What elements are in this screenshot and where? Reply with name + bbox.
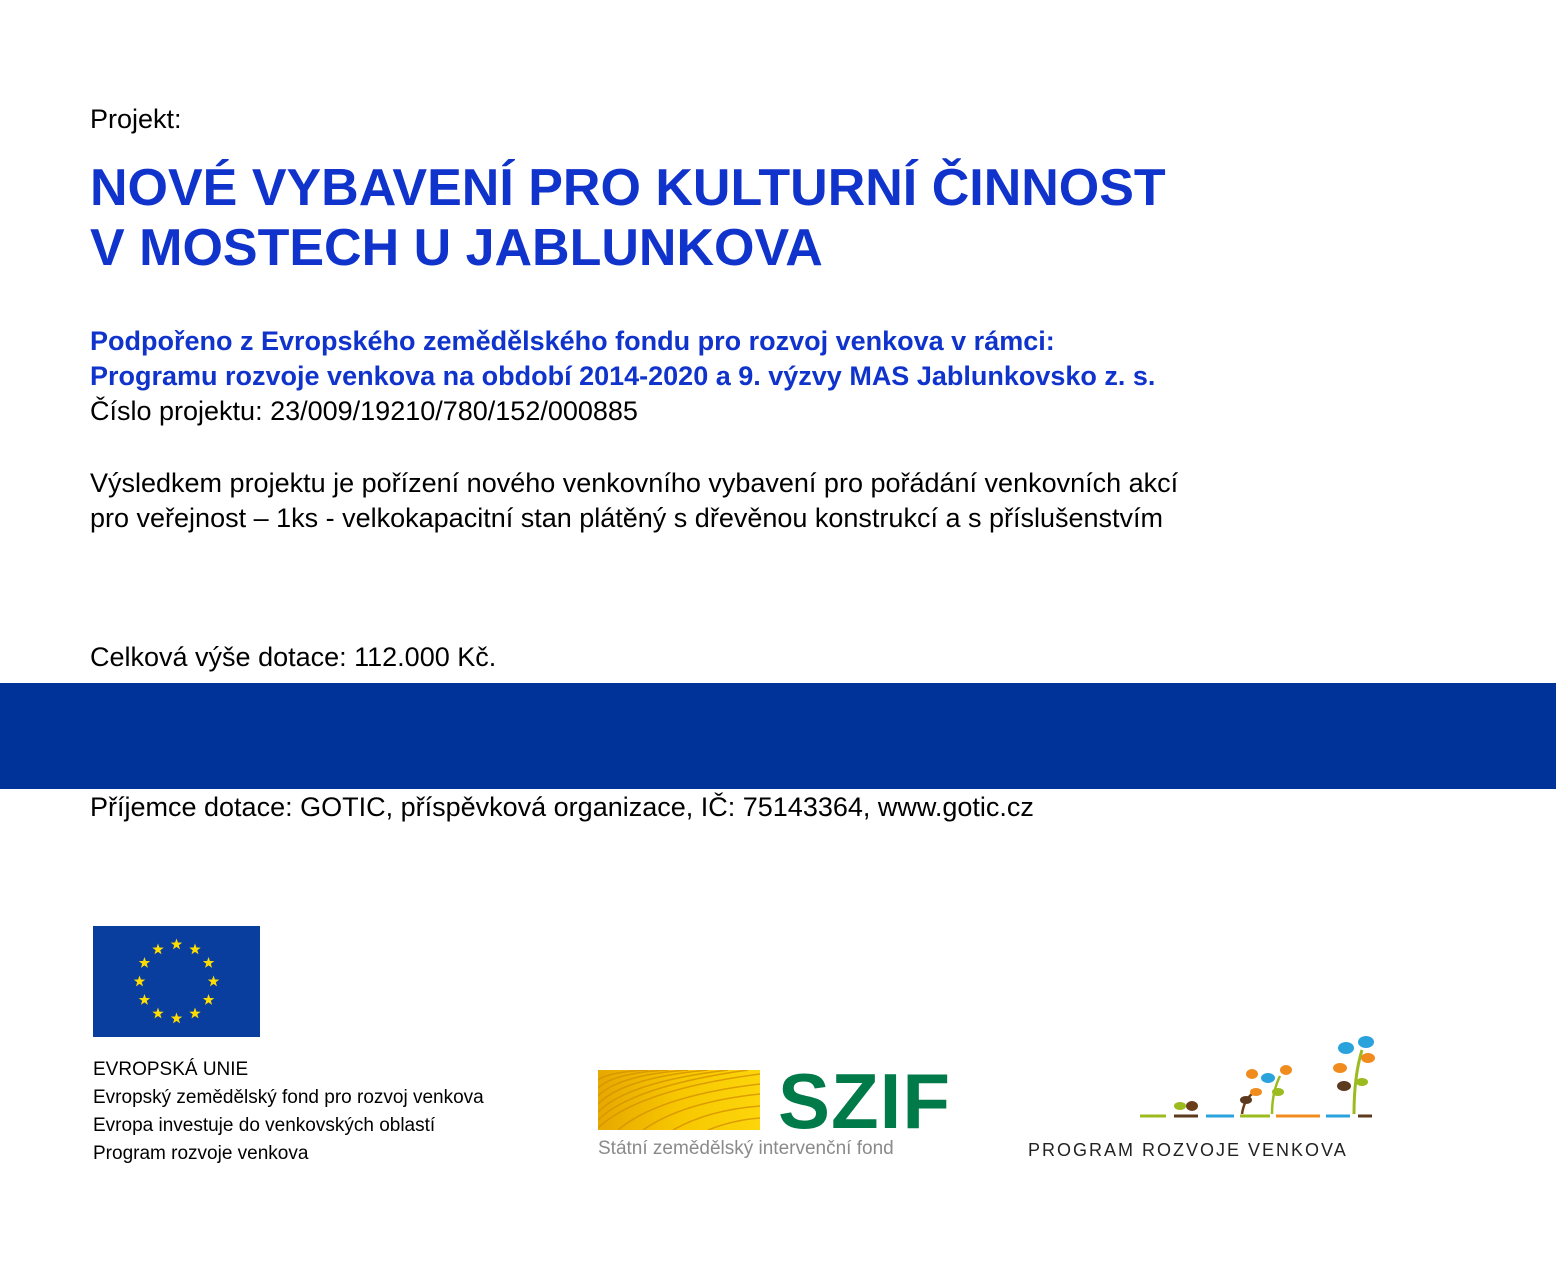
eu-flag-icon xyxy=(93,926,260,1037)
szif-logo xyxy=(598,1057,951,1168)
project-label: Projekt: xyxy=(90,104,182,134)
support-statement xyxy=(90,324,1155,394)
project-title xyxy=(90,158,1166,278)
support-line2: Programu rozvoje venkova na období 2014-2020 a 9. výzvy MAS Jablunkovsko z. s. xyxy=(90,361,1156,391)
szif-subtitle: Státní zemědělský intervenční fond xyxy=(598,1138,894,1159)
grant-recipient: Příjemce dotace: GOTIC, příspěvková organizace, IČ: 75143364, www.gotic.cz xyxy=(90,792,1034,822)
project-title-line2: V MOSTECH U JABLUNKOVA xyxy=(90,219,823,277)
szif-wordmark: SZIF xyxy=(778,1057,951,1145)
support-line1: Podpořeno z Evropského zemědělského fondu pro rozvoj venkova v rámci: xyxy=(90,326,1055,356)
project-title-line1: NOVÉ VYBAVENÍ PRO KULTURNÍ ČINNOST xyxy=(90,159,1166,217)
project-number: Číslo projektu: 23/009/19210/780/152/000885 xyxy=(90,396,638,426)
eu-caption-line3: Evropa investuje do venkovských oblastí xyxy=(93,1115,436,1136)
description-line2: pro veřejnost – 1ks - velkokapacitní stan plátěný s dřevěnou konstrukcí a s příslušenstvím xyxy=(90,503,1164,533)
sprouts-icon xyxy=(1140,1036,1380,1122)
eu-caption-line4: Program rozvoje venkova xyxy=(93,1143,309,1164)
prv-logo xyxy=(1028,1036,1368,1166)
prv-caption: PROGRAM ROZVOJE VENKOVA xyxy=(1028,1140,1348,1160)
project-description xyxy=(90,466,1178,536)
eu-caption xyxy=(93,1056,484,1168)
grant-total: Celková výše dotace: 112.000 Kč. xyxy=(90,642,497,672)
eu-caption-line2: Evropský zemědělský fond pro rozvoj venkova xyxy=(93,1087,484,1108)
description-line1: Výsledkem projektu je pořízení nového venkovního vybavení pro pořádání venkovních akcí xyxy=(90,468,1179,498)
blue-band xyxy=(0,683,1556,789)
eu-caption-line1: EVROPSKÁ UNIE xyxy=(93,1059,249,1080)
szif-fields-icon xyxy=(598,1070,760,1130)
